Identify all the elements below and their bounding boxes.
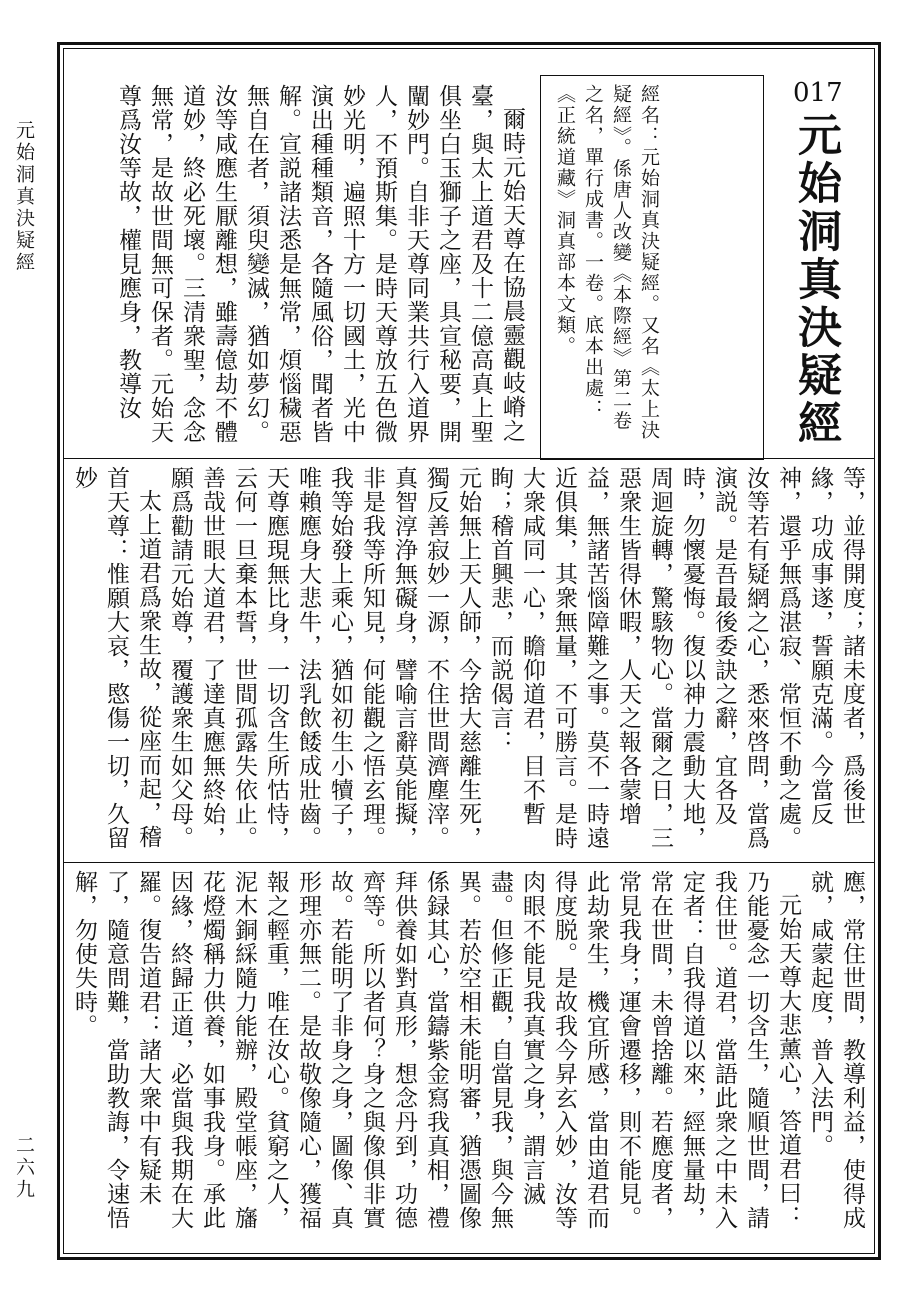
section-3-text: 元始天尊大悲薰心，答道君曰：乃能憂念一切含生，隨順世間，請我住世。道君，當語此衆之中未入定者：自我得道以來，經無量劫，常在世間，未曾捨離。若應度者，常見我身；運會遷移，則不能見。此劫衆生，機宜所感，當由道君而得度脱。是故我今昇玄入妙，汝等肉眼不能見我真實之身，謂言滅盡。但修正觀，自當見我，與今無異。若於空相未能明審，猶憑圖像係録其心，當鑄紫金寫我真相，禮拜供養如對真形，想念丹到，功德齊等。所以者何？身之與像俱非實故。若能明了非身之身，圖像、真形理亦無二。是故敬像隨心，獲福報之輕重，唯在汝心。貧窮之人，泥木銅綵隨力能辦，殿堂帳座，旛花燈燭稱力供養，如事我身。承此因緣，終歸正道，必當與我期在大羅。復告道君：諸大衆中有疑未了，隨意問難，當助教誨，令速悟解，勿使失時。 — [71, 870, 801, 1230]
running-title: 元始洞真決疑經 — [13, 120, 35, 274]
verse-line: 我等始發上乘心，猶如初生小犢子， — [327, 466, 353, 850]
entry-number: 017 — [793, 78, 843, 108]
section-2-main: 等，並得開度；諸未度者，爲後世緣，功成事遂，誓願克滿。今當反神，還乎無爲湛寂、常恒不動之處。汝等若有疑網之心，悉來啓問，當爲演説。是吾最後委訣之辭，宜各及時，勿懷憂悔。復以神力震動大地，周迴旋轉，驚駭物心。當爾之日，三惡衆生皆得休暇，人天之報各蒙增益，無諸苦惱障難之事。莫不一時遠近俱集，其衆無量，不可勝言。是時大衆咸同一心，瞻仰道君，目不暫眴；稽首興悲，而説偈言： — [487, 466, 865, 850]
section-1-text: 爾時元始天尊在協晨靈觀岐嵴之臺，與太上道君及十二億高真上聖俱坐白玉獅子之座，具宣秘要，開闡妙門。自非天尊同業共行入道界人，不預斯集。是時天尊放五色微妙光明，遍照十方一切國土，光中演出種種類音，各隨風俗，聞者皆解。宣説諸法悉是無常，煩惱穢惡無自在者，須臾變滅，猶如夢幻。汝等咸應生厭離想，雖壽億劫不體道妙，終必死壞。三清衆聖，念念無常，是故世間無可保者。元始天尊爲汝等故，權見應身，教導汝 — [115, 84, 525, 444]
verse-line: 獨反善寂妙一源，不住世間濟塵滓。 — [423, 466, 449, 850]
section-divider-2 — [63, 862, 875, 863]
section-3 — [71, 870, 868, 1248]
section-1 — [82, 84, 528, 452]
verse-line: 天尊應現無比身，一切含生所怙恃， — [263, 466, 289, 850]
entry-title: 元始洞真決疑經 — [790, 112, 841, 448]
page-number: 二六九 — [13, 1135, 35, 1201]
section-2 — [71, 466, 868, 856]
scripture-note-box — [540, 75, 764, 460]
section-3-first: 應，常住世間，教導利益，使得成就，咸蒙起度，普入法門。 — [807, 870, 865, 1230]
verse-line: 善哉世眼大道君，了達真應無終始， — [199, 466, 225, 850]
verse-line: 唯賴應身大悲牛，法乳飲餧成壯齒。 — [295, 466, 321, 850]
verse-line: 云何一旦棄本誓，世間孤露失依止。 — [231, 466, 257, 850]
verse-line: 願爲勸請元始尊，覆護衆生如父母。 — [167, 466, 193, 850]
verse-line: 元始無上天人師，今捨大慈離生死， — [455, 466, 481, 850]
verse-line: 真智淳浄無礙身，譬喻言辭莫能擬， — [391, 466, 417, 850]
verse-line: 非是我等所知見，何能觀之悟玄理。 — [359, 466, 385, 850]
section-2-tail: 太上道君爲衆生故，從座而起，稽首天尊：惟願大哀，愍傷一切，久留妙 — [71, 466, 161, 850]
scripture-note: 經名：元始洞真決疑經。又名《太上決疑經》。係唐人改變《本際經》第二卷之名，單行成書。一卷。底本出處：《正統道藏》洞真部本文類。 — [554, 84, 660, 441]
